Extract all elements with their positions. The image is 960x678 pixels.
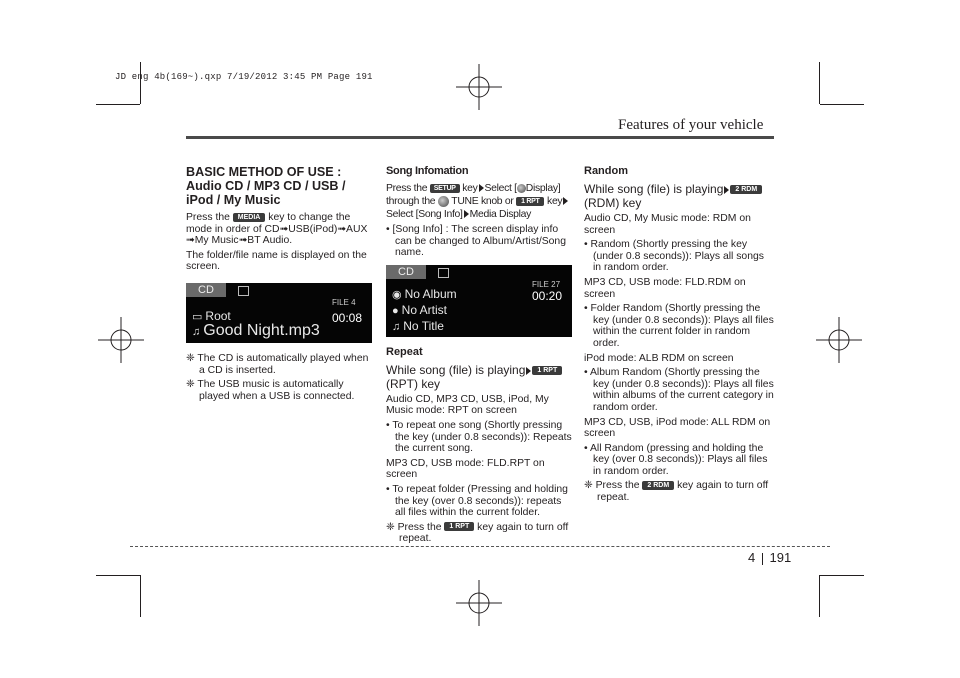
text-fragment: key to change the mode in order of CD➟USB(iPod)➟AUX ➟My Music➟BT Audio. xyxy=(186,212,368,247)
cd-display-screenshot xyxy=(186,283,372,343)
bullet-all-random: • All Random (pressing and holding the key (over 0.8 seconds)): Plays all files in random order. xyxy=(584,442,768,477)
note-turn-off-random xyxy=(584,480,774,503)
column-random xyxy=(584,165,774,507)
text-fragment: key xyxy=(547,196,563,207)
heading-line-2: Audio CD / MP3 CD / USB / iPod / My Music xyxy=(186,179,346,207)
paragraph-all-rdm-mode: MP3 CD, USB, iPod mode: ALL RDM on screen xyxy=(584,416,771,440)
bullet-song-info: • [Song Info] : The screen display info can be changed to Album/Artist/Song name. xyxy=(386,224,566,259)
note-mark: ❈ xyxy=(584,480,593,492)
crop-mark xyxy=(819,575,820,617)
bullet-text: [Song Info] : The screen display info can be changed to Album/Artist/Song name. xyxy=(392,224,566,259)
registration-mark-bottom-icon xyxy=(456,580,502,626)
text-fragment: Select [ xyxy=(484,183,517,194)
album-icon: ◉ xyxy=(392,288,402,301)
text-fragment: through the xyxy=(386,196,436,207)
text-fragment: Press the xyxy=(397,521,442,533)
crop-mark xyxy=(819,62,820,104)
setup-key-icon: SETUP xyxy=(430,184,460,193)
crop-mark xyxy=(820,575,864,576)
screen-tab-cd: CD xyxy=(386,265,426,279)
text-fragment: (RDM) key xyxy=(584,196,642,210)
crop-mark xyxy=(820,104,864,105)
page-number xyxy=(748,550,791,565)
arrow-right-icon xyxy=(563,197,568,205)
file-number-label: FILE 4 xyxy=(332,297,356,307)
note-turn-off-repeat xyxy=(386,522,574,545)
music-note-icon: ♫ xyxy=(392,320,401,333)
media-key-icon: MEDIA xyxy=(233,213,266,222)
paragraph-fld-rpt-mode: MP3 CD, USB mode: FLD.RPT on screen xyxy=(386,457,545,481)
title-line xyxy=(392,318,444,334)
text-fragment: While song (file) is playing xyxy=(584,182,724,196)
repeat-subheading xyxy=(386,363,574,391)
note-text: The USB music is automatically played when a USB is connected. xyxy=(197,379,355,402)
song-info-heading: Song Infomation xyxy=(386,165,469,177)
song-name xyxy=(192,321,320,339)
paragraph-fld-rdm-mode: MP3 CD, USB mode: FLD.RDM on screen xyxy=(584,276,746,300)
text-fragment: key xyxy=(462,183,478,194)
rpt-key-icon: 1 RPT xyxy=(532,366,562,375)
paragraph-song-info-path xyxy=(386,182,574,221)
disc-icon xyxy=(238,286,249,296)
paragraph-mode-order xyxy=(186,212,376,247)
column-song-info-repeat xyxy=(386,165,574,548)
text-fragment: Display] xyxy=(525,183,561,194)
chapter-number: 4 xyxy=(748,550,756,565)
note-mark: ❈ xyxy=(186,352,195,364)
text-fragment: Press the xyxy=(386,183,428,194)
rpt-key-icon: 1 RPT xyxy=(516,197,544,206)
bullet-text: Folder Random (Shortly pressing the key (under 0.8 seconds)): Plays all files within the current folder in random order. xyxy=(590,303,774,349)
bullet-random: • Random (Shortly pressing the key (under 0.8 seconds)): Plays all songs in random order. xyxy=(584,239,764,274)
text-fragment: (RPT) key xyxy=(386,376,440,391)
arrow-right-icon xyxy=(479,184,484,192)
file-number-label: FILE 27 xyxy=(532,279,561,289)
registration-mark-left-icon xyxy=(98,317,144,363)
page-label: 191 xyxy=(769,550,792,565)
arrow-right-icon xyxy=(464,210,469,218)
crop-mark xyxy=(140,62,141,104)
text-fragment: Press the xyxy=(186,212,230,223)
rdm-key-icon: 2 RDM xyxy=(730,185,762,194)
song-info-screenshot xyxy=(386,265,572,337)
note-mark: ❈ xyxy=(186,379,195,391)
gear-icon xyxy=(517,184,526,193)
bullet-text: To repeat folder (Pressing and holding the key (over 0.8 seconds)): repeats all files within the current folder. xyxy=(392,483,568,519)
play-time: 00:20 xyxy=(532,288,563,303)
bullet-repeat-folder: • To repeat folder (Pressing and holding the key (over 0.8 seconds)): repeats all files within the current folder. xyxy=(386,483,568,519)
folder-label: Root xyxy=(205,308,231,323)
note-usb-autoplay xyxy=(186,379,376,402)
bullet-folder-random: • Folder Random (Shortly pressing the key (under 0.8 seconds)): Plays all files within the current folder in random order. xyxy=(584,303,774,349)
folder-icon: ▭ xyxy=(192,310,203,323)
registration-mark-right-icon xyxy=(816,317,862,363)
arrow-right-icon xyxy=(526,367,531,375)
note-mark: ❈ xyxy=(386,521,395,533)
page-divider xyxy=(762,553,763,565)
artist-label: No Artist xyxy=(401,302,448,317)
bullet-album-random: • Album Random (Shortly pressing the key (under 0.8 seconds)): Plays all files within albums of the current category in random order. xyxy=(584,367,774,413)
random-subheading xyxy=(584,182,774,210)
bullet-text: Album Random (Shortly pressing the key (under 0.8 seconds)): Plays all files within albums of the current category in random order. xyxy=(589,367,774,413)
paragraph-folder-display: The folder/file name is displayed on the screen. xyxy=(186,249,367,273)
music-note-icon: ♫ xyxy=(192,325,201,338)
song-label: Good Night.mp3 xyxy=(203,321,320,339)
text-fragment: key again to turn off repeat. xyxy=(399,521,569,545)
tune-knob-icon xyxy=(438,196,449,207)
paragraph-rpt-mode: Audio CD, MP3 CD, USB, iPod, My Music mode: RPT on screen xyxy=(386,393,549,417)
bullet-repeat-song: • To repeat one song (Shortly pressing the key (under 0.8 seconds)): Repeats the current song. xyxy=(386,419,572,455)
text-fragment: TUNE knob or xyxy=(451,196,514,207)
section-header-title: Features of your vehicle xyxy=(618,117,764,133)
rdm-key-icon: 2 RDM xyxy=(642,481,674,490)
bullet-text: All Random (pressing and holding the key (over 0.8 seconds)): Plays all files in random order. xyxy=(589,442,768,477)
crop-mark xyxy=(140,575,141,617)
repeat-heading: Repeat xyxy=(386,345,423,358)
artist-icon: ● xyxy=(392,304,399,317)
crop-mark xyxy=(96,575,140,576)
registration-mark-top-icon xyxy=(456,64,502,110)
album-line xyxy=(392,286,457,302)
bullet-text: Random (Shortly pressing the key (under 0.8 seconds)): Plays all songs in random order. xyxy=(590,239,764,274)
screen-tab-cd: CD xyxy=(186,283,226,297)
section-heading xyxy=(186,165,376,207)
note-text: The CD is automatically played when a CD is inserted. xyxy=(197,352,369,376)
text-fragment: While song (file) is playing xyxy=(386,362,526,377)
print-slug: JD eng 4b(169~).qxp 7/19/2012 3:45 PM Page 191 xyxy=(115,72,373,82)
footer-dashed-rule xyxy=(130,546,830,547)
crop-mark xyxy=(96,104,140,105)
artist-line xyxy=(392,302,448,318)
rpt-key-icon: 1 RPT xyxy=(444,522,474,531)
text-fragment: Select [Song Info] xyxy=(386,209,463,220)
random-heading: Random xyxy=(584,165,628,177)
arrow-right-icon xyxy=(724,186,729,194)
album-label: No Album xyxy=(404,286,457,301)
column-basic-method xyxy=(186,165,376,405)
note-cd-autoplay xyxy=(186,353,376,376)
text-fragment: key again to turn off repeat. xyxy=(597,480,769,504)
bullet-text: To repeat one song (Shortly pressing the key (under 0.8 seconds)): Repeats the current song. xyxy=(392,419,572,455)
text-fragment: Press the xyxy=(595,480,640,492)
header-rule xyxy=(186,136,774,139)
disc-icon xyxy=(438,268,449,278)
heading-line-1: BASIC METHOD OF USE : xyxy=(186,165,342,179)
title-label: No Title xyxy=(403,318,444,333)
text-fragment: Media Display xyxy=(469,209,531,220)
play-time: 00:08 xyxy=(332,310,363,325)
paragraph-rdm-mode: Audio CD, My Music mode: RDM on screen xyxy=(584,213,751,236)
paragraph-alb-rdm-mode: iPod mode: ALB RDM on screen xyxy=(584,352,734,364)
